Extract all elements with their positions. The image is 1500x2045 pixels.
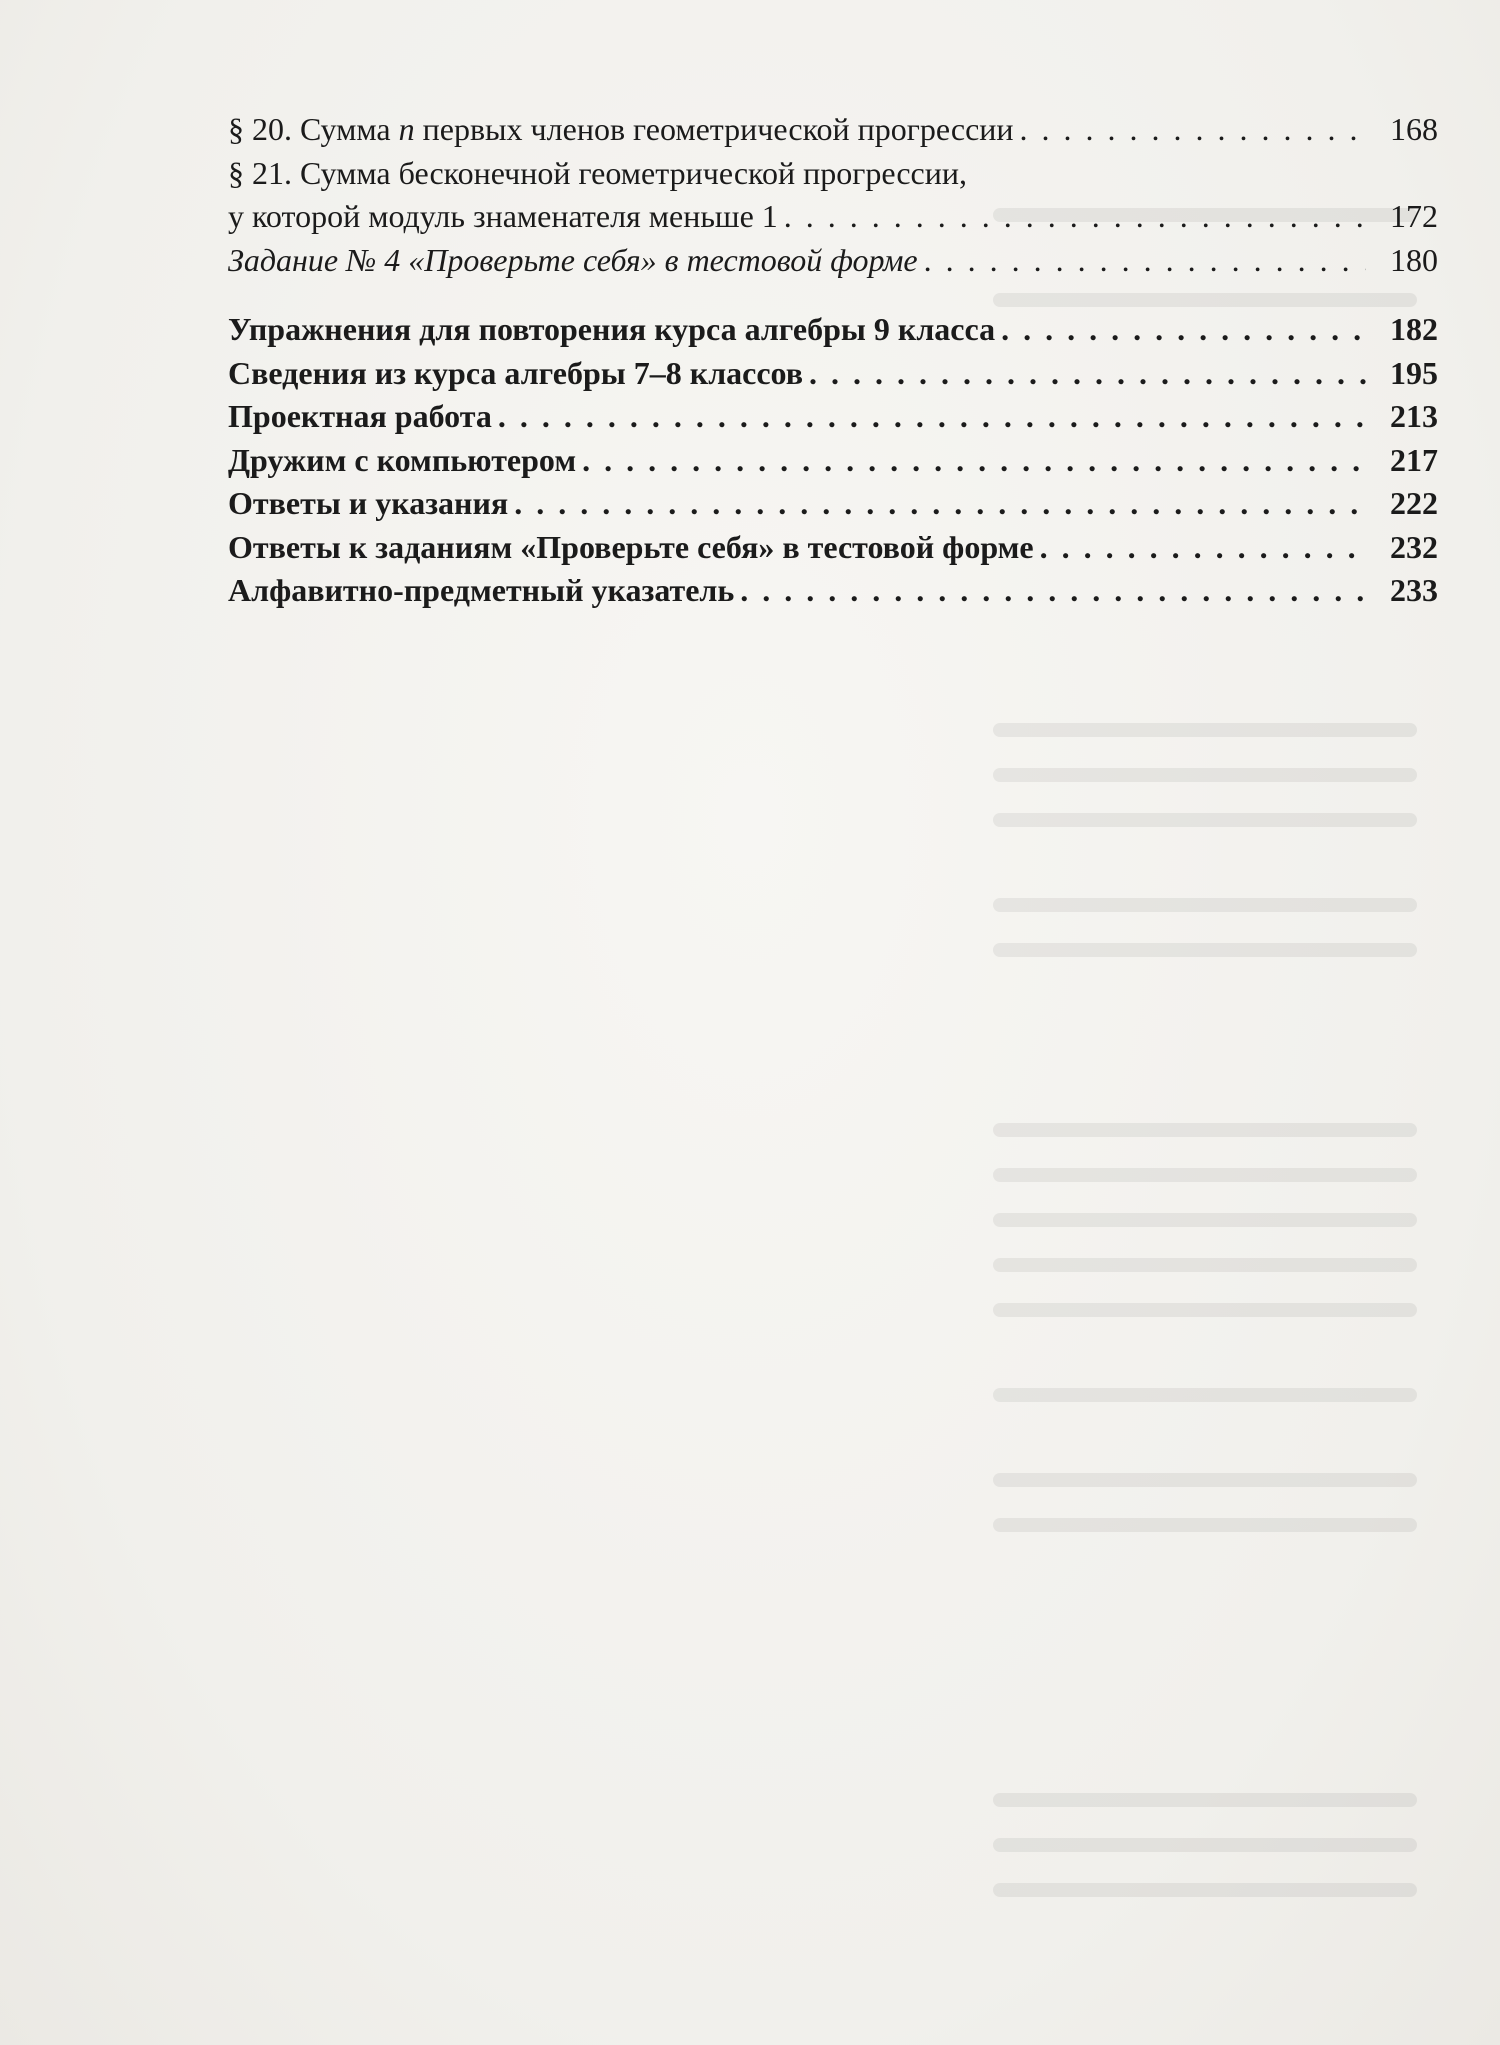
toc-entry-algebra-7-8-info[interactable] <box>228 352 1438 396</box>
leader-dots <box>498 395 1366 439</box>
toc-entry-title: у которой модуль знаменателя меньше 1 <box>228 198 778 234</box>
toc-entry-title: § 21. Сумма бесконечной геометрической прогрессии, <box>228 154 967 191</box>
toc-entry-section-20[interactable] <box>228 108 1438 152</box>
toc-entry-subject-index[interactable] <box>228 569 1438 613</box>
leader-dots <box>582 439 1366 483</box>
toc-entry-page: 232 <box>1390 528 1438 565</box>
leader-dots <box>514 482 1366 526</box>
toc-entry-title: Ответы к заданиям «Проверьте себя» в тестовой форме <box>228 528 1034 565</box>
toc-entry-page: 180 <box>1390 241 1438 278</box>
toc-entry-page: 222 <box>1390 485 1438 521</box>
toc-entry-title: Дружим с компьютером <box>228 441 577 478</box>
toc-entry-page: 233 <box>1390 572 1438 608</box>
leader-dots <box>784 195 1366 239</box>
toc-entry-page: 195 <box>1390 354 1438 391</box>
toc-entry-title: § 20. Сумма n первых членов геометрической прогрессии <box>228 111 1014 147</box>
leader-dots <box>740 569 1366 613</box>
toc-entry-computer[interactable] <box>228 439 1438 483</box>
toc-entry-title: Сведения из курса алгебры 7–8 классов <box>228 354 804 391</box>
toc-entry-page: 168 <box>1390 111 1438 147</box>
toc-entry-section-21-line-2[interactable] <box>228 195 1438 239</box>
toc-entry-title: Проектная работа <box>228 398 492 434</box>
table-of-contents <box>228 108 1438 613</box>
toc-entry-title: Ответы и указания <box>228 485 509 521</box>
leader-dots <box>809 352 1366 396</box>
leader-dots <box>924 239 1366 283</box>
toc-entry-review-exercises[interactable] <box>228 308 1438 352</box>
toc-entry-title: Алфавитно-предметный указатель <box>228 572 735 608</box>
toc-entry-test-answers[interactable] <box>228 526 1438 570</box>
toc-entry-answers[interactable] <box>228 482 1438 526</box>
toc-entry-page: 213 <box>1390 398 1438 434</box>
toc-entry-page: 217 <box>1390 441 1438 478</box>
toc-entry-project-work[interactable] <box>228 395 1438 439</box>
toc-entry-task-4[interactable] <box>228 239 1438 283</box>
section-gap <box>228 282 1438 308</box>
toc-entry-page: 172 <box>1390 198 1438 234</box>
leader-dots <box>1001 308 1366 352</box>
toc-entry-section-21-line-1[interactable] <box>228 152 1438 196</box>
toc-entry-title: Упражнения для повторения курса алгебры 9 класса <box>228 311 996 347</box>
toc-entry-title: Задание № 4 «Проверьте себя» в тестовой форме <box>228 241 918 278</box>
leader-dots <box>1020 108 1366 152</box>
leader-dots <box>1040 526 1366 570</box>
toc-entry-page: 182 <box>1390 311 1438 347</box>
